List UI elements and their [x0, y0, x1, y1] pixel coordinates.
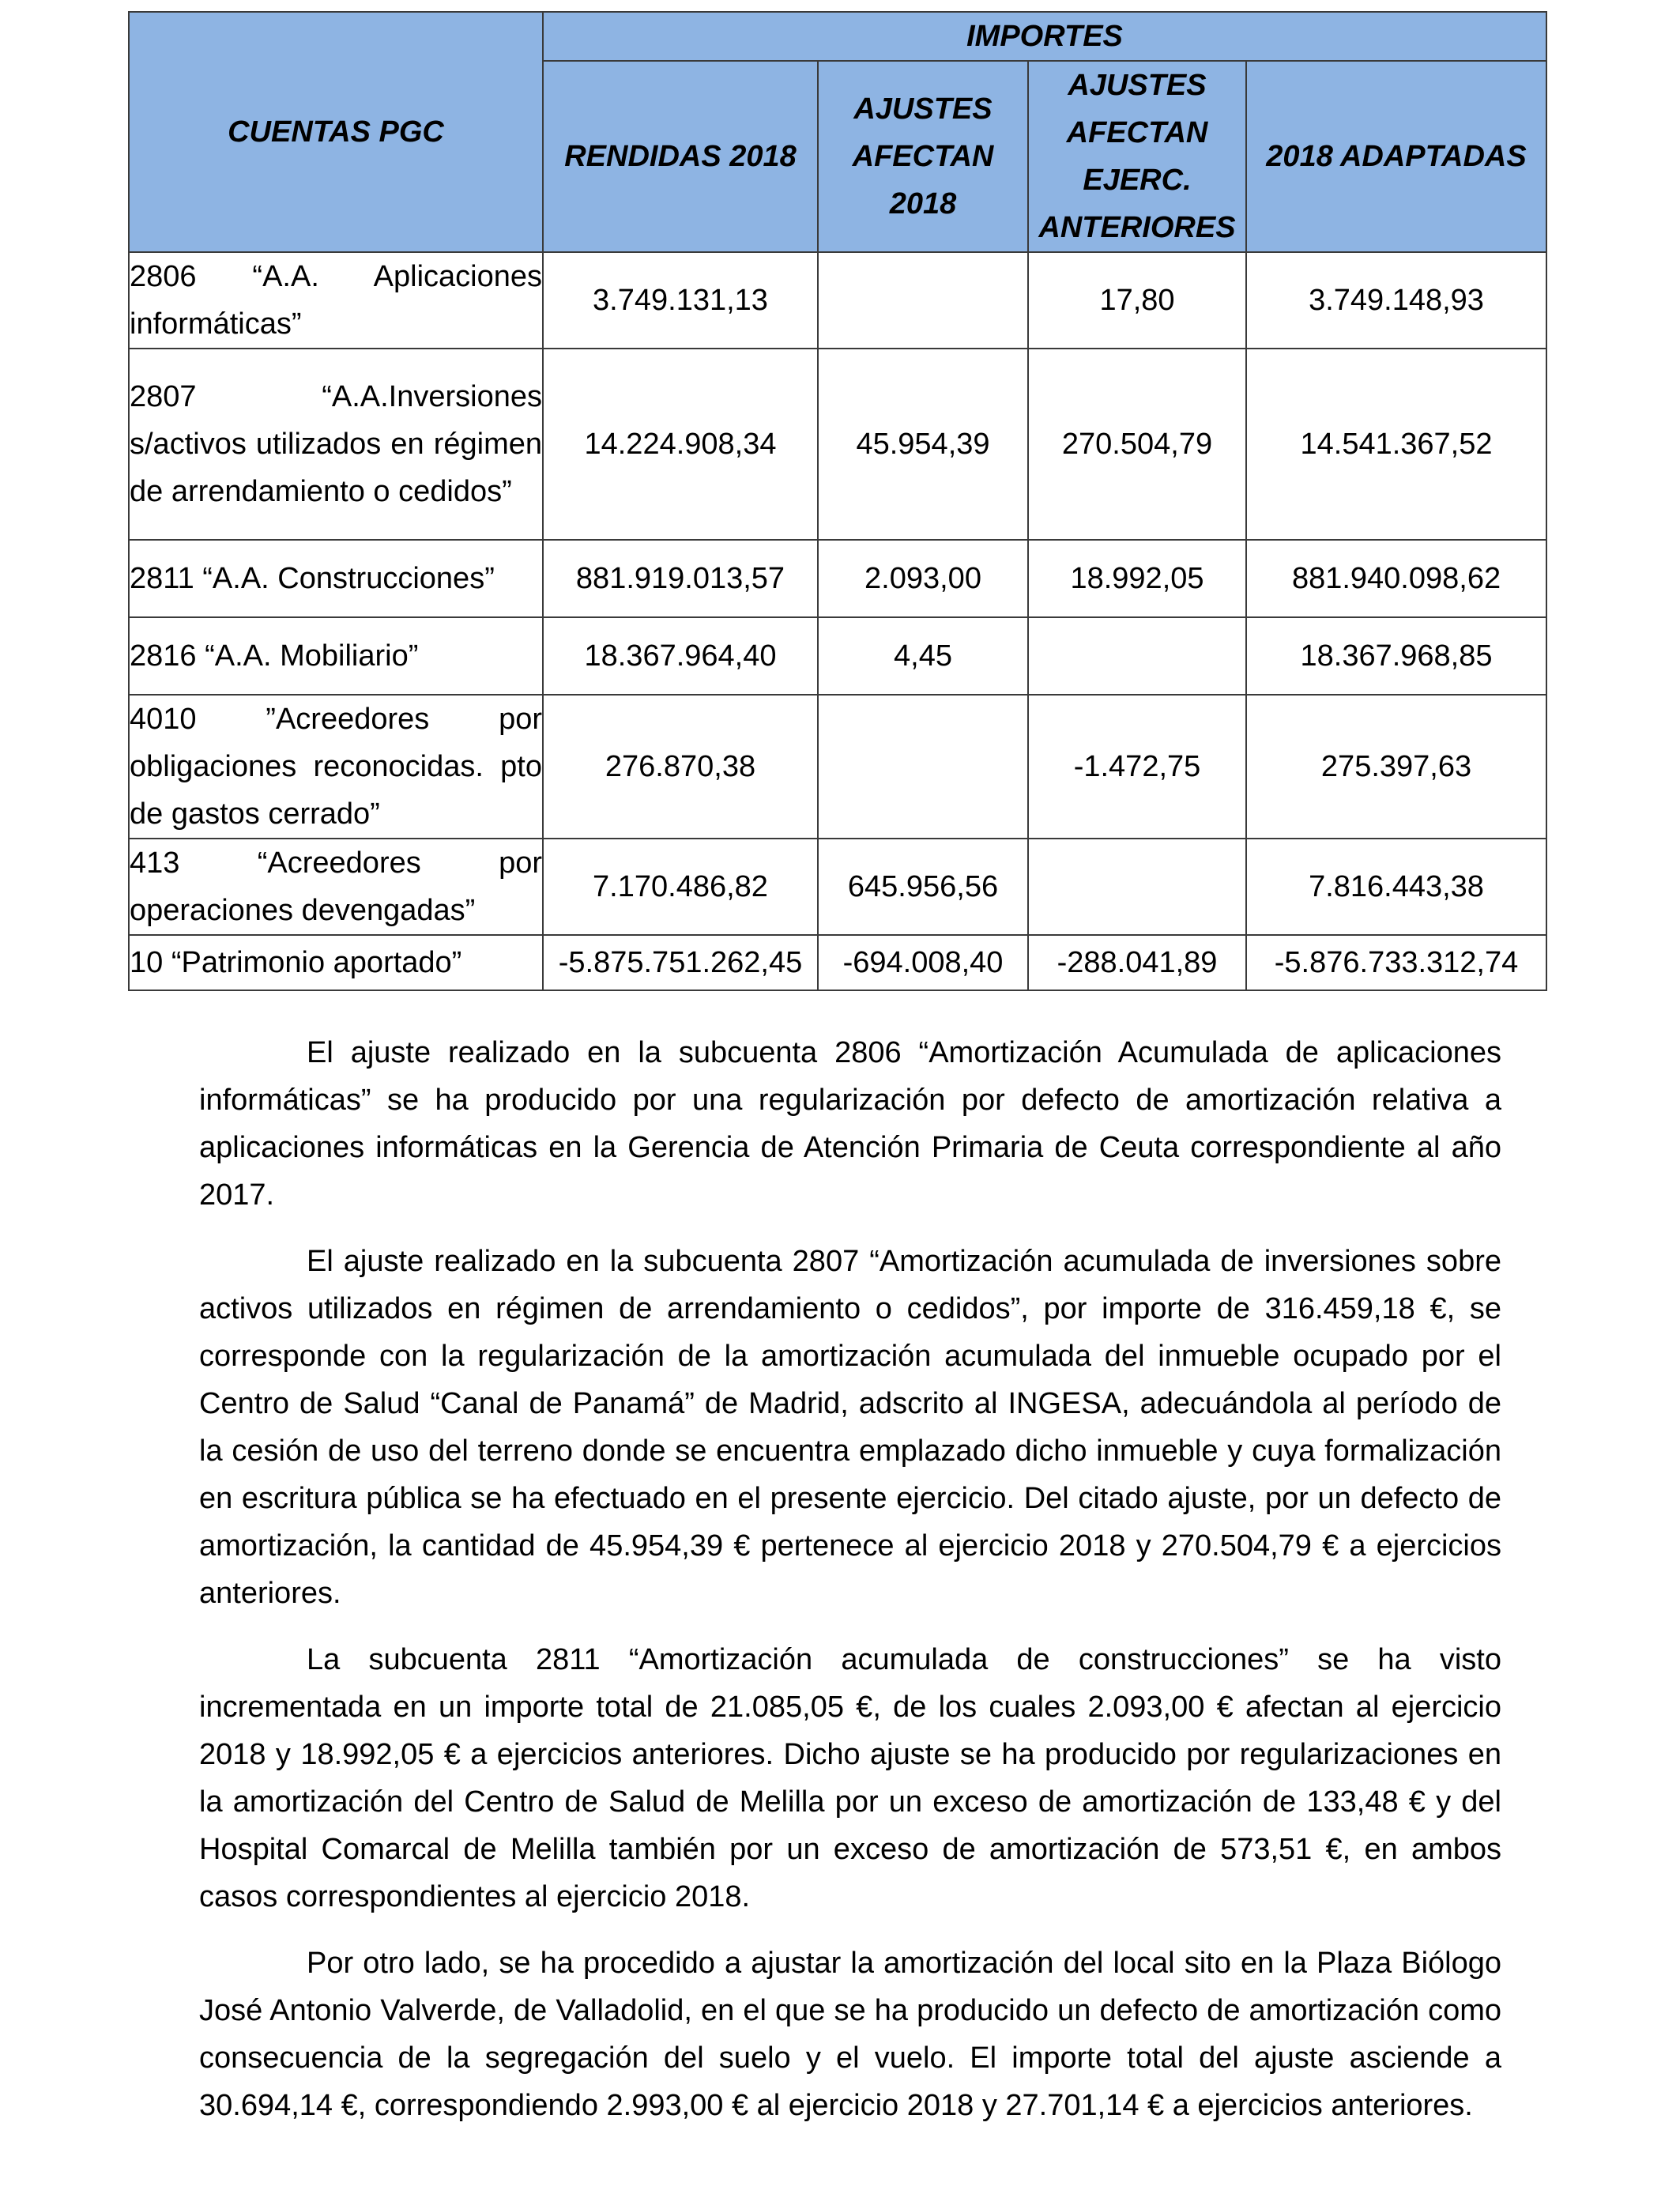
- cell-cuenta: 2816 “A.A. Mobiliario”: [129, 617, 543, 695]
- cell-ajustes-2018: 4,45: [818, 617, 1028, 695]
- cell-adaptadas: 881.940.098,62: [1246, 540, 1546, 617]
- cell-rendidas: 3.749.131,13: [543, 252, 818, 349]
- cell-cuenta: 2806 “A.A. Aplicaciones informáticas”: [129, 252, 543, 349]
- cell-adaptadas: 14.541.367,52: [1246, 349, 1546, 540]
- table-row: [129, 617, 1546, 695]
- paragraph-valladolid: Por otro lado, se ha procedido a ajustar la amortización del local sito en la Plaza Biólogo José Antonio Valverde, de Valladolid, en el que se ha producido un defecto de amortización como consecuencia de la segregación del suelo y el vuelo. El importe total del ajuste asciende a 30.694,14 €, correspondiendo 2.993,00 € al ejercicio 2018 y 27.701,14 € a ejercicios anteriores.: [199, 1947, 1501, 2122]
- table-row: [129, 540, 1546, 617]
- header-adaptadas: 2018 ADAPTADAS: [1246, 61, 1546, 252]
- cell-ajustes-anteriores: 270.504,79: [1028, 349, 1246, 540]
- header-ajustes-anteriores: AJUSTES AFECTAN EJERC. ANTERIORES: [1028, 61, 1246, 252]
- cell-cuenta: 10 “Patrimonio aportado”: [129, 935, 543, 990]
- cell-adaptadas: 275.397,63: [1246, 695, 1546, 839]
- cell-ajustes-anteriores: [1028, 617, 1246, 695]
- cell-adaptadas: 3.749.148,93: [1246, 252, 1546, 349]
- cell-ajustes-2018: 45.954,39: [818, 349, 1028, 540]
- cell-rendidas: 18.367.964,40: [543, 617, 818, 695]
- cell-ajustes-2018: 645.956,56: [818, 839, 1028, 935]
- cell-cuenta: 2807 “A.A.Inversiones s/activos utilizados en régimen de arrendamiento o cedidos”: [129, 349, 543, 540]
- header-ajustes-2018: AJUSTES AFECTAN 2018: [818, 61, 1028, 252]
- cell-cuenta: 413 “Acreedores por operaciones devengadas”: [129, 839, 543, 935]
- cell-rendidas: 7.170.486,82: [543, 839, 818, 935]
- cell-ajustes-anteriores: -288.041,89: [1028, 935, 1246, 990]
- cell-ajustes-2018: [818, 252, 1028, 349]
- cell-rendidas: 881.919.013,57: [543, 540, 818, 617]
- cell-adaptadas: 18.367.968,85: [1246, 617, 1546, 695]
- cell-ajustes-anteriores: [1028, 839, 1246, 935]
- cell-ajustes-anteriores: -1.472,75: [1028, 695, 1246, 839]
- cell-ajustes-2018: -694.008,40: [818, 935, 1028, 990]
- table-header-row: [129, 12, 1546, 61]
- table-row: [129, 695, 1546, 839]
- cell-rendidas: 276.870,38: [543, 695, 818, 839]
- cell-cuenta: 4010 ”Acreedores por obligaciones reconocidas. pto de gastos cerrado”: [129, 695, 543, 839]
- table-row: [129, 349, 1546, 540]
- header-cuentas: CUENTAS PGC: [129, 12, 543, 252]
- body-text: [199, 1029, 1501, 2148]
- cell-ajustes-anteriores: 17,80: [1028, 252, 1246, 349]
- cell-adaptadas: 7.816.443,38: [1246, 839, 1546, 935]
- table-row: [129, 839, 1546, 935]
- table-row: [129, 252, 1546, 349]
- table-row: [129, 935, 1546, 990]
- header-importes: IMPORTES: [543, 12, 1546, 61]
- paragraph-2811: La subcuenta 2811 “Amortización acumulada de construcciones” se ha visto incrementada en un importe total de 21.085,05 €, de los cuales 2.093,00 € afectan al ejercicio 2018 y 18.992,05 € a ejercicios anteriores. Dicho ajuste se ha producido por regularizaciones en la amortización del Centro de Salud de Melilla por un exceso de amortización de 133,48 € y del Hospital Comarcal de Melilla también por un exceso de amortización de 573,51 €, en ambos casos correspondientes al ejercicio 2018.: [199, 1643, 1501, 1913]
- paragraph-2807: El ajuste realizado en la subcuenta 2807 “Amortización acumulada de inversiones sobre activos utilizados en régimen de arrendamiento o cedidos”, por importe de 316.459,18 €, se corresponde con la regularización de la amortización acumulada del inmueble ocupado por el Centro de Salud “Canal de Panamá” de Madrid, adscrito al INGESA, adecuándola al período de la cesión de uso del terreno donde se encuentra emplazado dicho inmueble y cuya formalización en escritura pública se ha efectuado en el presente ejercicio. Del citado ajuste, por un defecto de amortización, la cantidad de 45.954,39 € pertenece al ejercicio 2018 y 270.504,79 € a ejercicios anteriores.: [199, 1245, 1501, 1610]
- cell-ajustes-anteriores: 18.992,05: [1028, 540, 1246, 617]
- cell-rendidas: 14.224.908,34: [543, 349, 818, 540]
- accounts-table: [128, 11, 1547, 991]
- cell-cuenta: 2811 “A.A. Construcciones”: [129, 540, 543, 617]
- header-rendidas: RENDIDAS 2018: [543, 61, 818, 252]
- cell-ajustes-2018: [818, 695, 1028, 839]
- cell-adaptadas: -5.876.733.312,74: [1246, 935, 1546, 990]
- cell-rendidas: -5.875.751.262,45: [543, 935, 818, 990]
- cell-ajustes-2018: 2.093,00: [818, 540, 1028, 617]
- paragraph-2806: El ajuste realizado en la subcuenta 2806 “Amortización Acumulada de aplicaciones informáticas” se ha producido por una regularización por defecto de amortización relativa a aplicaciones informáticas en la Gerencia de Atención Primaria de Ceuta correspondiente al año 2017.: [199, 1036, 1501, 1212]
